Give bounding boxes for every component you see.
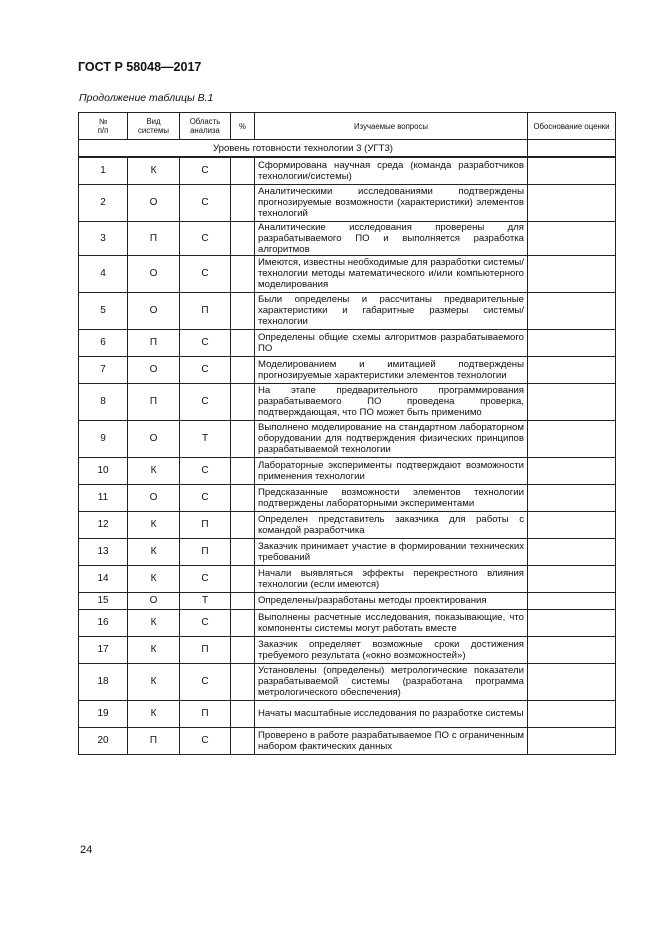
row-analysis-area: С [180,383,231,420]
row-percent [231,484,255,511]
row-analysis-area: П [180,538,231,565]
header-question [255,113,528,140]
row-justification [528,663,616,700]
row-analysis-area: Т [180,420,231,457]
row-question: Заказчик определяет возможные сроки достижения требуемого результата («окно возможностей») [255,636,528,663]
row-percent [231,511,255,538]
header-type [128,113,180,140]
row-justification [528,157,616,184]
row-justification [528,457,616,484]
row-system-type: О [128,484,180,511]
row-system-type: К [128,609,180,636]
row-system-type: О [128,420,180,457]
header-pct-label: % [239,121,246,131]
header-num-label: № п/п [97,117,109,135]
row-question: Определены общие схемы алгоритмов разрабатываемого ПО [255,329,528,356]
row-num: 2 [79,184,128,221]
level-label: Уровень готовности технологии 3 (УГТ3) [79,140,528,158]
table-row [79,565,616,592]
row-num: 20 [79,727,128,754]
table-row [79,356,616,383]
header-type-label: Вид системы [138,117,169,135]
row-question: На этапе предварительного программирования разрабатываемого ПО проведена проверка, подтверждающая, что ПО может быть применимо [255,383,528,420]
row-analysis-area: Т [180,592,231,609]
row-analysis-area: С [180,727,231,754]
row-system-type: О [128,592,180,609]
table-row [79,484,616,511]
row-justification [528,636,616,663]
page-number: 24 [80,844,93,856]
row-justification [528,592,616,609]
table-row [79,420,616,457]
row-system-type: К [128,538,180,565]
questions-table [78,112,616,755]
table-row [79,157,616,184]
table-row [79,184,616,221]
table-row [79,292,616,329]
table-row [79,700,616,727]
table-row [79,636,616,663]
row-justification [528,484,616,511]
row-num: 7 [79,356,128,383]
row-analysis-area: С [180,221,231,255]
row-system-type: К [128,565,180,592]
row-justification [528,511,616,538]
row-question: Определены/разработаны методы проектирования [255,592,528,609]
row-num: 17 [79,636,128,663]
row-question: Определен представитель заказчика для работы с командой разработчика [255,511,528,538]
row-analysis-area: С [180,255,231,292]
row-num: 11 [79,484,128,511]
row-justification [528,727,616,754]
row-num: 18 [79,663,128,700]
row-question: Аналитические исследования проверены для разрабатываемого ПО и выполняется разработка алгоритмов [255,221,528,255]
header-num [79,113,128,140]
level-reason-cell [528,140,616,158]
row-justification [528,609,616,636]
table-row [79,663,616,700]
row-num: 1 [79,157,128,184]
row-num: 13 [79,538,128,565]
row-question: Лабораторные эксперименты подтверждают возможности применения технологии [255,457,528,484]
table-row [79,609,616,636]
row-analysis-area: П [180,700,231,727]
row-analysis-area: С [180,565,231,592]
row-percent [231,727,255,754]
row-justification [528,356,616,383]
table-row [79,511,616,538]
row-percent [231,609,255,636]
row-num: 19 [79,700,128,727]
row-percent [231,663,255,700]
row-question: Проверено в работе разрабатываемое ПО с ограниченным набором фактических данных [255,727,528,754]
header-reason-label: Обоснование оценки [533,121,610,131]
row-justification [528,292,616,329]
row-system-type: О [128,184,180,221]
row-question: Моделированием и имитацией подтверждены прогнозируемые характеристики элементов технологии [255,356,528,383]
row-percent [231,636,255,663]
row-analysis-area: П [180,636,231,663]
row-percent [231,329,255,356]
row-num: 3 [79,221,128,255]
table-row [79,383,616,420]
level-row [79,140,616,158]
row-justification [528,420,616,457]
row-justification [528,565,616,592]
row-num: 15 [79,592,128,609]
row-system-type: К [128,700,180,727]
row-system-type: О [128,255,180,292]
row-num: 4 [79,255,128,292]
row-num: 12 [79,511,128,538]
row-question: Выполнены расчетные исследования, показывающие, что компоненты системы могут работать вместе [255,609,528,636]
row-system-type: К [128,511,180,538]
row-system-type: П [128,221,180,255]
row-justification [528,184,616,221]
row-system-type: О [128,356,180,383]
row-question: Были определены и рассчитаны предварительные характеристики и габаритные размеры системы/технологии [255,292,528,329]
row-question: Выполнено моделирование на стандартном лабораторном оборудовании для подтверждения физических принципов разрабатываемой технологии [255,420,528,457]
row-num: 5 [79,292,128,329]
row-system-type: К [128,457,180,484]
row-question: Аналитическими исследованиями подтверждены прогнозируемые возможности (характеристики) элементов технологий [255,184,528,221]
row-percent [231,184,255,221]
row-percent [231,538,255,565]
row-question: Предсказанные возможности элементов технологии подтверждены лабораторными экспериментами [255,484,528,511]
header-area [180,113,231,140]
row-analysis-area: С [180,609,231,636]
row-percent [231,292,255,329]
row-percent [231,356,255,383]
row-justification [528,221,616,255]
row-percent [231,221,255,255]
table-row [79,592,616,609]
row-question: Заказчик принимает участие в формировании технических требований [255,538,528,565]
row-question: Сформирована научная среда (команда разработчиков технологии/системы) [255,157,528,184]
table-row [79,329,616,356]
row-analysis-area: С [180,184,231,221]
row-system-type: П [128,329,180,356]
row-justification [528,255,616,292]
row-percent [231,457,255,484]
row-num: 16 [79,609,128,636]
row-question: Начаты масштабные исследования по разработке системы [255,700,528,727]
row-percent [231,255,255,292]
row-analysis-area: С [180,157,231,184]
row-percent [231,157,255,184]
row-analysis-area: С [180,356,231,383]
row-num: 8 [79,383,128,420]
row-justification [528,538,616,565]
row-analysis-area: С [180,457,231,484]
row-question: Установлены (определены) метрологические показатели разрабатываемой системы (разработана программа метрологического обеспечения) [255,663,528,700]
row-justification [528,700,616,727]
row-analysis-area: П [180,511,231,538]
table-row [79,255,616,292]
row-question: Начали выявляться эффекты перекрестного влияния технологии (если имеются) [255,565,528,592]
row-analysis-area: С [180,329,231,356]
row-num: 14 [79,565,128,592]
header-reason [528,113,616,140]
row-percent [231,565,255,592]
table-header-row [79,113,616,140]
row-justification [528,329,616,356]
table-caption: Продолжение таблицы В.1 [79,92,214,104]
table-row [79,457,616,484]
row-system-type: К [128,157,180,184]
table-row [79,221,616,255]
row-justification [528,383,616,420]
row-system-type: К [128,663,180,700]
header-area-label: Область анализа [189,117,221,135]
row-system-type: О [128,292,180,329]
row-analysis-area: С [180,663,231,700]
row-num: 9 [79,420,128,457]
table-row [79,727,616,754]
row-percent [231,383,255,420]
row-analysis-area: С [180,484,231,511]
row-system-type: П [128,727,180,754]
row-percent [231,700,255,727]
row-system-type: К [128,636,180,663]
row-num: 6 [79,329,128,356]
row-question: Имеются, известны необходимые для разработки системы/технологии методы математического и/или компьютерного моделирования [255,255,528,292]
row-analysis-area: П [180,292,231,329]
row-system-type: П [128,383,180,420]
header-question-label: Изучаемые вопросы [354,121,428,131]
header-pct [231,113,255,140]
row-percent [231,592,255,609]
row-percent [231,420,255,457]
table-row [79,538,616,565]
document-header: ГОСТ Р 58048—2017 [78,60,202,74]
row-num: 10 [79,457,128,484]
